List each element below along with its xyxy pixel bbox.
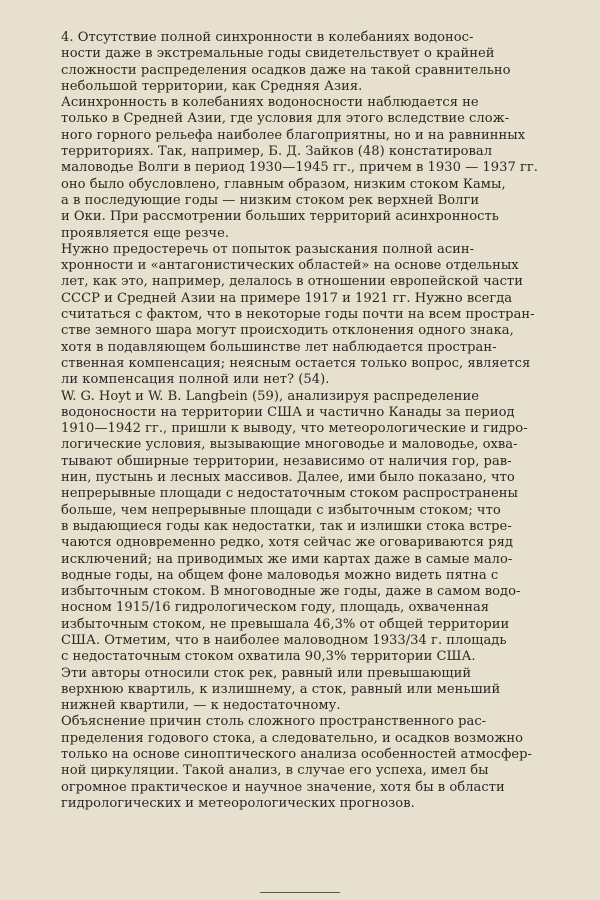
text-line: Нужно предостеречь от попыток разыскания полной асин- (61, 241, 475, 257)
text-line: пределения годового стока, а следовательно, и осадков возможно (61, 730, 524, 746)
text-line: ного горного рельефа наиболее благоприятны, но и на равнинных (61, 127, 526, 143)
text-line: ной циркуляции. Такой анализ, в случае его успеха, имел бы (61, 763, 489, 779)
paragraph-asynchrony (61, 95, 568, 242)
paragraph-explanation (61, 714, 568, 812)
paragraph-quartiles (61, 666, 568, 715)
text-line: непрерывные площади с недостаточным стоком распространены (61, 486, 518, 502)
text-line: верхнюю квартиль, к излишнему, а сток, равный или меньший (61, 681, 501, 697)
text-line: маловодье Волги в период 1930—1945 гг., причем в 1930 — 1937 гг. (61, 160, 538, 176)
text-line: избыточным стоком, не превышала 46,3% от общей территории (61, 616, 510, 632)
text-line: ли компенсация полной или нет? (54). (61, 372, 330, 388)
text-line: логические условия, вызывающие многоводье и маловодье, охва- (61, 437, 518, 453)
text-line: Асинхронность в колебаниях водоносности наблюдается не (61, 95, 479, 111)
text-line: небольшой территории, как Средняя Азия. (61, 78, 363, 94)
text-line: 1910—1942 гг., пришли к выводу, что метеорологические и гидро- (61, 421, 528, 437)
text-line: считаться с фактом, что в некоторые годы почти на всем простран- (61, 307, 535, 323)
section-divider (260, 892, 340, 893)
text-line: W. G. Hoyt и W. B. Langbein (59), анализируя распределение (61, 388, 480, 404)
text-line: хронности и «антагонистических областей» на основе отдельных (61, 258, 519, 274)
paragraph-warning (61, 242, 568, 389)
text-line: проявляется еще резче. (61, 225, 230, 241)
text-line: Эти авторы относили сток рек, равный или превышающий (61, 665, 472, 681)
paragraph-synchronicity (61, 30, 568, 95)
text-line: гидрологических и метеорологических прогнозов. (61, 795, 415, 811)
text-line: нижней квартили, — к недостаточному. (61, 698, 341, 714)
text-line: с недостаточным стоком охватила 90,3% территории США. (61, 649, 476, 665)
text-line: водные годы, на общем фоне маловодья можно видеть пятна с (61, 567, 499, 583)
text-line: огромное практическое и научное значение, хотя бы в области (61, 779, 505, 795)
text-line: хотя в подавляющем большинстве лет наблюдается простран- (61, 339, 497, 355)
text-line: стве земного шара могут происходить отклонения одного знака, (61, 323, 514, 339)
text-line: СССР и Средней Азии на примере 1917 и 1921 гг. Нужно всегда (61, 290, 513, 306)
text-line: Объяснение причин столь сложного пространственного рас- (61, 714, 487, 730)
text-line: тывают обширные территории, независимо от наличия гор, рав- (61, 453, 512, 469)
text-line: 4. Отсутствие полной синхронности в колебаниях водонос- (61, 30, 474, 45)
text-line: водоносности на территории США и частично Канады за период (61, 404, 515, 420)
text-line: лет, как это, например, делалось в отношении европейской части (61, 274, 523, 290)
text-line: ственная компенсация; неясным остается только вопрос, является (61, 355, 531, 371)
text-line: и Оки. При рассмотрении больших территорий асинхронность (61, 209, 499, 225)
text-line: больше, чем непрерывные площади с избыточным стоком; что (61, 502, 501, 518)
text-line: США. Отметим, что в наиболее маловодном 1933/34 г. площадь (61, 632, 507, 648)
text-line: носном 1915/16 гидрологическом году, площадь, охваченная (61, 600, 490, 616)
text-line: чаются одновременно редко, хотя сейчас же оговариваются ряд (61, 535, 513, 551)
text-line: а в последующие годы — низким стоком рек верхней Волги (61, 192, 480, 208)
text-line: только на основе синоптического анализа особенностей атмосфер- (61, 747, 532, 763)
text-line: оно было обусловлено, главным образом, низким стоком Камы, (61, 176, 506, 192)
paragraph-hoyt-langbein (61, 389, 568, 666)
text-line: только в Средней Азии, где условия для этого вследствие слож- (61, 111, 510, 127)
text-line: избыточным стоком. В многоводные же годы, даже в самом водо- (61, 584, 521, 600)
text-line: территориях. Так, например, Б. Д. Зайков (48) констатировал (61, 144, 493, 160)
text-line: сложности распределения осадков даже на такой сравнительно (61, 62, 511, 78)
text-line: исключений; на приводимых же ими картах даже в самые мало- (61, 551, 513, 567)
text-line: в выдающиеся годы как недостатки, так и излишки стока встре- (61, 518, 512, 534)
text-line: ности даже в экстремальные годы свидетельствует о крайней (61, 46, 495, 62)
text-line: нин, пустынь и лесных массивов. Далее, ими было показано, что (61, 470, 515, 486)
